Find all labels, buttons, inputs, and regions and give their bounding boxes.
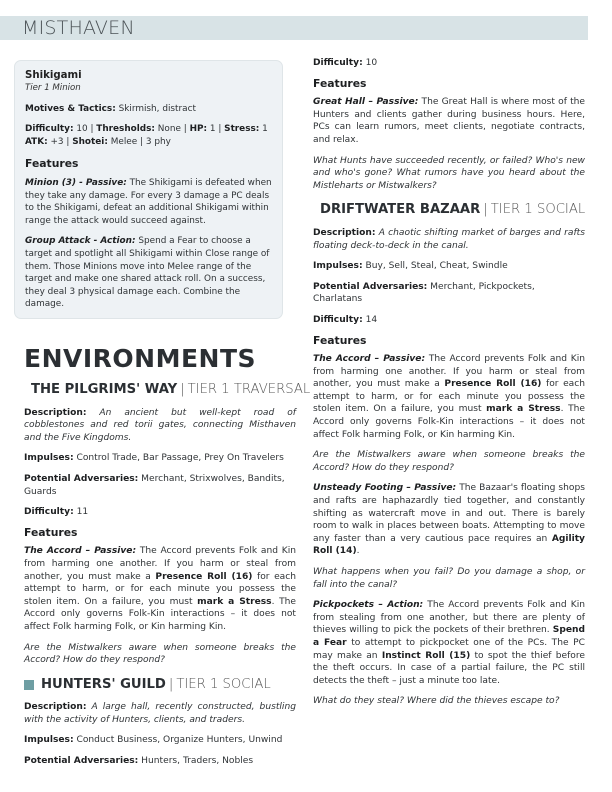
description-label: Description: <box>313 227 376 238</box>
stress-label: Stress: <box>224 124 260 135</box>
feature-name: Pickpockets – Action: <box>313 600 424 611</box>
section-tier: TIER 1 SOCIAL <box>490 202 586 218</box>
section-heading-hunters-guild <box>24 676 296 692</box>
section-marker-icon <box>24 680 34 690</box>
motives-value: Skirmish, distract <box>115 103 196 114</box>
thresholds-label: Thresholds: <box>96 124 155 135</box>
section-name: HUNTERS' GUILD <box>41 676 166 692</box>
difficulty-text: 10 <box>362 58 378 68</box>
feature-the-accord <box>313 353 585 441</box>
feature-roll: Presence Roll (16) <box>155 571 253 582</box>
atk-value: +3 | <box>47 136 73 147</box>
left-column <box>24 382 311 776</box>
description-label: Description: <box>24 702 87 713</box>
statblock-motives <box>25 103 272 116</box>
feature-text: for each attempt to harm, or for each minute you possess the stolen item. On a failure, you must <box>24 571 296 607</box>
feature-question: What happens when you fail? Do you damage a shop, or fall into the canal? <box>313 567 585 590</box>
statblock-feature <box>25 177 272 227</box>
feature-name: Group Attack - Action: <box>25 236 136 247</box>
adversaries-text: Merchant, Strixwolves, Bandits, Guards <box>24 473 285 497</box>
statblock-features-heading: Features <box>25 157 79 171</box>
stress-value: 1 <box>259 124 268 135</box>
adversaries-label: Potential Adversaries: <box>24 473 139 484</box>
section-separator: | <box>180 382 185 397</box>
difficulty-label: Difficulty: <box>313 58 363 68</box>
feature-question: What do they steal? Where did the thieves escape to? <box>313 696 560 707</box>
section-tier: TIER 1 TRAVERSAL <box>187 382 311 397</box>
environments-heading: ENVIRONMENTS <box>24 344 257 373</box>
bazaar-description <box>313 227 585 252</box>
bazaar-impulses <box>313 260 585 273</box>
feature-roll: Agility Roll (14) <box>313 533 585 557</box>
feature-name: The Accord – Passive: <box>313 354 426 365</box>
features-heading: Features <box>313 333 367 347</box>
difficulty-label: Difficulty: <box>313 314 363 325</box>
right-column <box>313 57 585 716</box>
section-heading-driftwater-bazaar <box>313 204 585 217</box>
impulses-label: Impulses: <box>24 735 74 746</box>
feature-spend-fear: Spend a Fear <box>313 625 585 648</box>
hunters-description <box>24 701 296 726</box>
statblock-stats <box>25 123 272 148</box>
section-heading-pilgrims-way <box>24 382 311 397</box>
feature-text: The Accord prevents Folk and Kin from harming one another. If you harm or steal from another, you must make a <box>24 546 296 582</box>
adversaries-text: Hunters, Traders, Nobles <box>138 756 254 767</box>
impulses-text: Buy, Sell, Steal, Cheat, Swindle <box>362 261 508 272</box>
thresholds-value: None | <box>154 124 190 135</box>
difficulty-value: 10 | <box>73 124 97 135</box>
motives-label: Motives & Tactics: <box>25 103 116 114</box>
adversaries-label: Potential Adversaries: <box>313 281 428 292</box>
hunters-adversaries <box>24 755 296 768</box>
features-heading: Features <box>24 525 78 539</box>
hunters-difficulty <box>313 57 585 70</box>
section-tier: TIER 1 SOCIAL <box>176 676 271 692</box>
feature-text: . The Accord only governs Folk-Kin interactions – it does not affect Folk harming Folk, or Kin harming Kin. <box>24 596 296 632</box>
weapon-label: Shotei: <box>72 136 108 147</box>
difficulty-text: 14 <box>362 314 378 325</box>
statblock-feature <box>25 235 272 311</box>
feature-question: Are the Mistwalkers aware when someone breaks the Accord? How do they respond? <box>313 450 585 473</box>
feature-mark-stress: mark a Stress <box>197 596 272 607</box>
feature-great-hall <box>313 96 585 146</box>
feature-roll: Instinct Roll (15) <box>381 650 471 661</box>
adversaries-label: Potential Adversaries: <box>24 756 139 767</box>
feature-name: Unsteady Footing – Passive: <box>313 483 457 494</box>
feature-text: . The Accord only governs Folk-Kin interactions – it does not affect Folk harming Folk, or Kin harming Kin. <box>313 404 585 440</box>
difficulty-text: 11 <box>73 507 89 518</box>
description-text: A large hall, recently constructed, bustling with the activity of Hunters, clients, and traders. <box>24 702 296 725</box>
feature-name: Minion (3) - Passive: <box>25 177 127 188</box>
feature-text: . <box>356 546 360 557</box>
feature-text: for each attempt to harm, or for each minute you possess the stolen item. On a failure, you must <box>313 379 585 415</box>
feature-text: to spot the thief before the theft occurs. In case of a partial failure, the PC still detects the theft – just a minute too late. <box>313 650 585 686</box>
feature-text: The Bazaar's floating shops and rafts are haphazardly tied together, and constantly shifting as watercraft move in and out. There is barely room to walk in places between boats. Attempting to move any faster than a very cautious pace requires an <box>313 483 586 544</box>
description-text: A chaotic shifting market of barges and rafts floating deck-to-deck in the canal. <box>313 227 585 251</box>
feature-roll: Presence Roll (16) <box>444 379 542 390</box>
impulses-label: Impulses: <box>24 453 74 464</box>
difficulty-label: Difficulty: <box>24 507 74 518</box>
feature-name: Great Hall – Passive: <box>313 97 419 108</box>
weapon-value: Melee | 3 phy <box>107 136 171 147</box>
feature-pickpockets <box>313 599 585 687</box>
features-heading: Features <box>313 76 367 90</box>
section-name: DRIFTWATER BAZAAR <box>320 202 481 218</box>
pilgrims-description <box>24 407 296 445</box>
feature-mark-stress: mark a Stress <box>486 404 561 415</box>
bazaar-difficulty <box>313 314 585 327</box>
feature-text: The Great Hall is where most of the Hunters and clients gather during business hours. Here, PCs can learn rumors, meet clients, negotiate contracts, and relax. <box>313 97 585 145</box>
adversary-statblock <box>14 60 283 319</box>
section-separator: | <box>168 676 174 692</box>
pilgrims-difficulty <box>24 506 296 519</box>
description-label: Description: <box>24 407 87 418</box>
description-text: An ancient but well-kept road of cobblestones and red torii gates, connecting Misthaven and the Five Kingdoms. <box>24 407 296 443</box>
feature-text: The Shikigami is defeated when they take any damage. For every 3 damage a PC deals to the Shikigami, defeat an additional Shikigami within range the attack would succeed against. <box>25 177 272 226</box>
page-header-bar <box>0 16 588 40</box>
feature-text: The Accord prevents Folk and Kin from stealing from one another, but there are plenty of thieves willing to pick the pockets of their brethren. <box>313 600 585 636</box>
feature-unsteady-footing <box>313 482 585 558</box>
feature-question: Are the Mistwalkers aware when someone breaks the Accord? How do they respond? <box>24 642 296 666</box>
feature-text: The Accord prevents Folk and Kin from harming one another. If you harm or steal from another, you must make a <box>313 354 585 390</box>
impulses-text: Control Trade, Bar Passage, Prey On Travelers <box>73 453 284 464</box>
page-header-title: MISTHAVEN <box>22 17 135 39</box>
feature-name: The Accord – Passive: <box>24 546 137 557</box>
statblock-tier: Tier 1 Minion <box>25 83 81 93</box>
feature-the-accord <box>24 545 296 633</box>
section-name: THE PILGRIMS' WAY <box>31 382 178 397</box>
section-separator: | <box>483 202 488 218</box>
hunters-impulses <box>24 734 296 747</box>
pilgrims-impulses <box>24 452 296 465</box>
impulses-label: Impulses: <box>313 261 363 272</box>
pilgrims-adversaries <box>24 473 296 498</box>
difficulty-label: Difficulty: <box>25 124 74 135</box>
atk-label: ATK: <box>25 136 48 147</box>
adversaries-text: Merchant, Pickpockets, Charlatans <box>313 281 535 305</box>
hp-value: 1 | <box>207 124 225 135</box>
statblock-name: Shikigami <box>25 70 82 81</box>
bazaar-adversaries <box>313 281 585 306</box>
feature-text: to attempt to pickpocket one of the PCs. The PC may make an <box>313 637 585 661</box>
feature-text: Spend a Fear to choose a target and spotlight all Shikigami within Close range of them. Those Minions move into Melee range of the target and make one shared attack roll. On a success, they deal 3 physical damage each. Combine the damage. <box>25 236 270 310</box>
hp-label: HP: <box>189 124 208 135</box>
impulses-text: Conduct Business, Organize Hunters, Unwind <box>73 735 283 746</box>
feature-question: What Hunts have succeeded recently, or failed? Who's new and who's gone? What rumors have you heard about the Mistleharts or Mistwalkers? <box>313 155 585 191</box>
